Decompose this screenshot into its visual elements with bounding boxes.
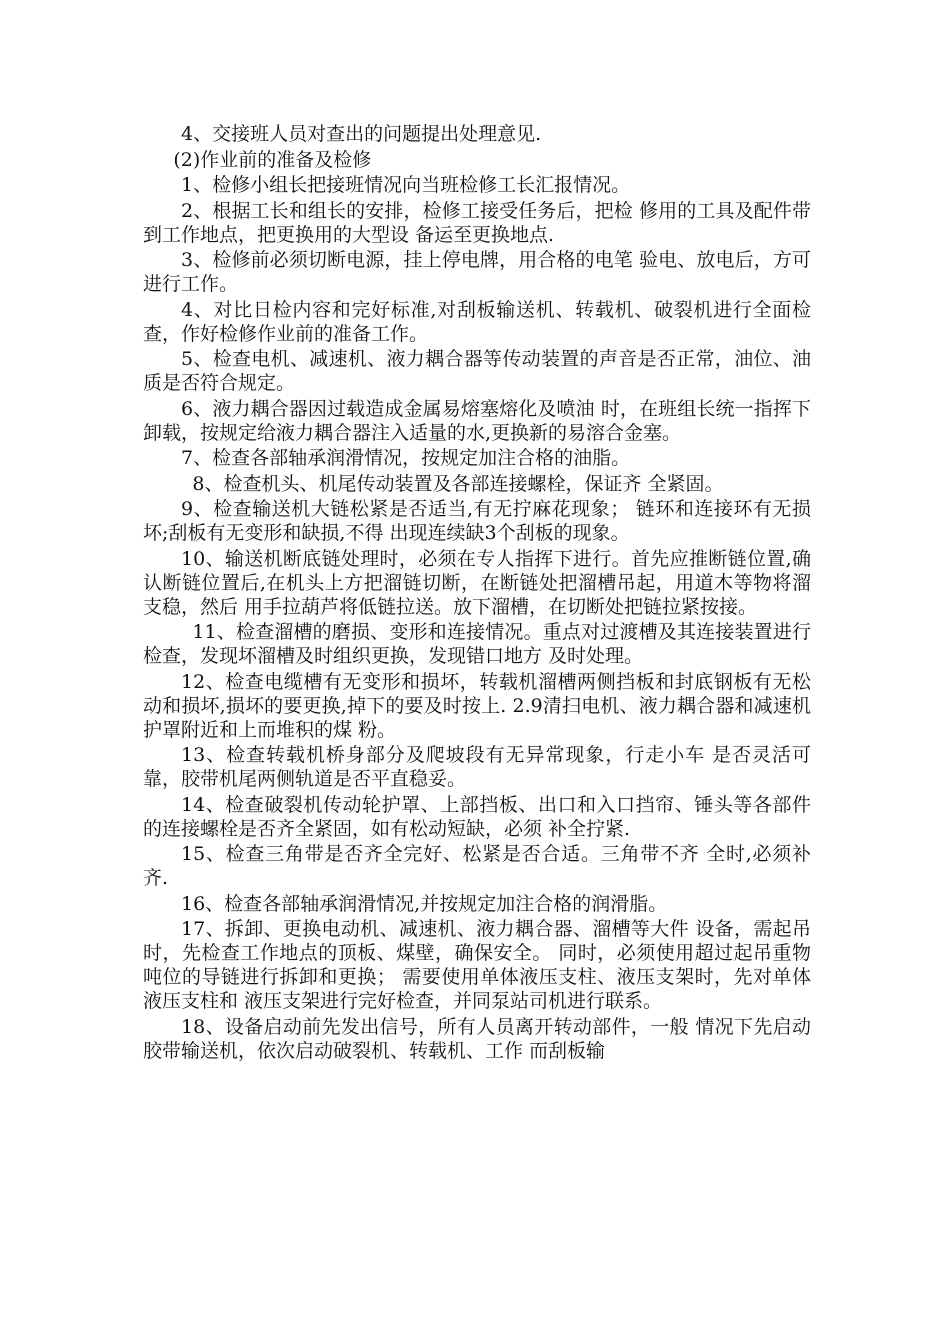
- paragraph-item-18: 18、设备启动前先发出信号，所有人员离开转动部件，一般 情况下先启动胶带输送机，依次启动破裂机、转载机、工作 而刮板输: [143, 1015, 811, 1062]
- paragraph-item-7: 7、检查各部轴承润滑情况，按规定加注合格的油脂。: [181, 447, 631, 469]
- paragraph-item-3: 3、检修前必须切断电源，挂上停电牌，用合格的电笔 验电、放电后，方可进行工作。: [143, 249, 811, 295]
- document-page: [143, 122, 811, 1064]
- paragraph-item-8: 8、检查机头、机尾传动装置及各部连接螺栓，保证齐 全紧固。: [192, 472, 724, 495]
- paragraph-item-13: 13、检查转载机桥身部分及爬坡段有无异常现象，行走小车 是否灵活可靠，胶带机尾两侧轨道是否平直稳妥。: [143, 744, 811, 790]
- paragraph-item-6: 6、液力耦合器因过载造成金属易熔塞熔化及喷油 时，在班组长统一指挥下卸载，按规定给液力耦合器注入适量的水,更换新的易溶合金塞。: [143, 397, 811, 444]
- paragraph-item-11: 11、检查溜槽的磨损、变形和连接情况。重点对过渡槽及其连接装置进行检查，发现坏溜槽及时组织更换，发现错口地方 及时处理。: [143, 621, 811, 667]
- paragraph-item-12: 12、检查电缆槽有无变形和损坏，转载机溜槽两侧挡板和封底钢板有无松动和损坏,损坏的要更换,掉下的要及时按上. 2.9清扫电机、液力耦合器和减速机护罩附近和上而堆积的煤 粉。: [143, 670, 811, 741]
- section-heading-preparation: (2)作业前的准备及检修: [173, 148, 372, 171]
- paragraph-item-16: 16、检查各部轴承润滑情况,并按规定加注合格的润滑脂。: [181, 892, 668, 915]
- paragraph-shift-handover-opinion: 4、交接班人员对查出的问题提出处理意见.: [181, 123, 542, 145]
- paragraph-item-15: 15、检查三角带是否齐全完好、松紧是否合适。三角带不齐 全时,必须补齐.: [143, 843, 811, 889]
- paragraph-item-10: 10、输送机断底链处理时，必须在专人指挥下进行。首先应推断链位置,确认断链位置后,在机头上方把溜链切断，在断链处把溜槽吊起，用道木等物将溜支稳，然后 用手拉葫芦将低链拉送。放下溜槽，在切断处把链拉紧按接。: [143, 547, 811, 618]
- paragraph-item-14: 14、检查破裂机传动轮护罩、上部挡板、出口和入口挡帘、锤头等各部件的连接螺栓是否齐全紧固，如有松动短缺，必须 补全拧紧.: [143, 793, 811, 840]
- paragraph-item-1: 1、检修小组长把接班情况向当班检修工长汇报情况。: [181, 174, 631, 196]
- paragraph-item-17: 17、拆卸、更换电动机、减速机、液力耦合器、溜槽等大件 设备，需起吊时，先检查工作地点的顶板、煤壁，确保安全。 同时，必须使用超过起吊重物吨位的导链进行拆卸和更换； 需要使用单体液压支柱、液压支架时，先对单体液压支柱和 液压支架进行完好检查，并同泵站司机进行联系。: [143, 918, 811, 1012]
- paragraph-item-9: 9、检查输送机大链松紧是否适当,有无拧麻花现象； 链环和连接环有无损坏;刮板有无变形和缺损,不得 出现连续缺3个刮板的现象。: [143, 498, 811, 544]
- paragraph-item-2: 2、根据工长和组长的安排，检修工接受任务后，把检 修用的工具及配件带到工作地点，把更换用的大型设 备运至更换地点.: [143, 199, 811, 246]
- paragraph-item-5: 5、检查电机、减速机、液力耦合器等传动装置的声音是否正常，油位、油质是否符合规定。: [143, 348, 811, 394]
- paragraph-item-4: 4、对比日检内容和完好标准,对刮板输送机、转载机、破裂机进行全面检查，作好检修作业前的准备工作。: [143, 298, 811, 345]
